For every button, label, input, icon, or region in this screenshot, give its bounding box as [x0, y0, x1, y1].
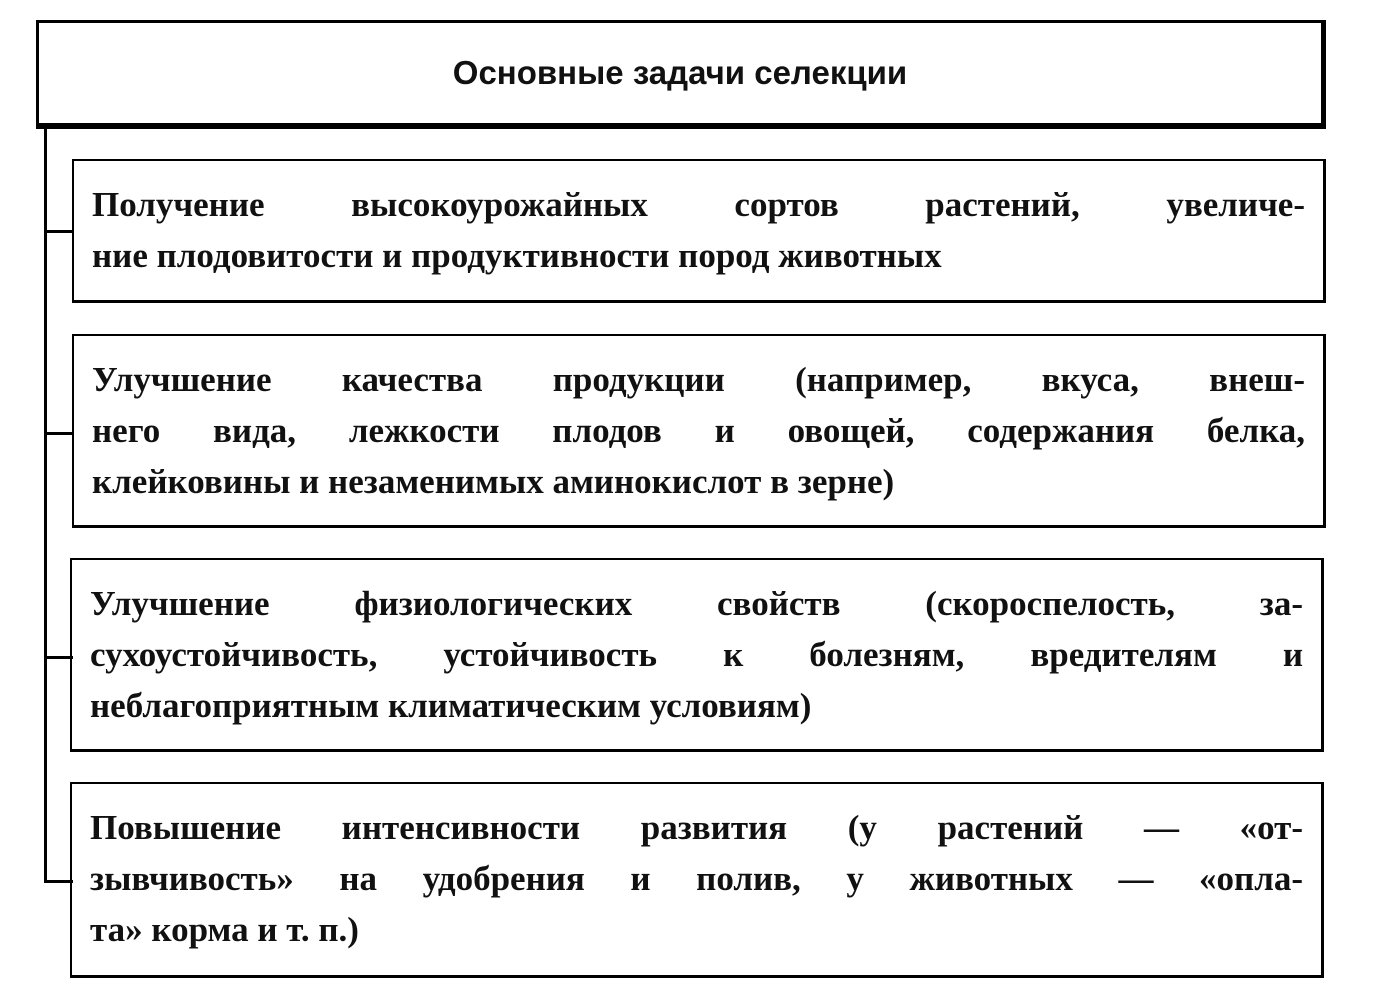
- task-2-line-3: клейковины и незаменимых аминокислот в зерне): [92, 462, 895, 501]
- task-2-line-2: него вида, лежкости плодов и овощей, содержания белка,: [92, 411, 1305, 450]
- task-2-line-1: Улучшение качества продукции (например, вкуса, внеш-: [92, 360, 1305, 399]
- task-box-2: [72, 334, 1326, 528]
- task-3-line-1: Улучшение физиологических свойств (скороспелость, за-: [90, 584, 1303, 623]
- task-3-line-3: неблагоприятным климатическим условиям): [90, 686, 812, 725]
- task-text-1: [92, 179, 1305, 281]
- task-4-line-1: Повышение интенсивности развития (у растений — «от-: [90, 808, 1303, 847]
- task-box-1: [72, 159, 1326, 303]
- task-box-4: [70, 782, 1324, 978]
- task-text-4: [90, 802, 1303, 955]
- task-1-line-2: ние плодовитости и продуктивности пород животных: [92, 236, 942, 275]
- task-text-3: [90, 578, 1303, 731]
- task-4-line-3: та» корма и т. п.): [90, 910, 359, 949]
- connector-branch-4: [44, 880, 73, 883]
- task-4-line-2: зывчивость» на удобрения и полив, у животных — «опла-: [90, 859, 1303, 898]
- task-3-line-2: сухоустойчивость, устойчивость к болезням, вредителям и: [90, 635, 1303, 674]
- task-1-line-1: Получение высокоурожайных сортов растений, увеличе-: [92, 185, 1305, 224]
- connector-branch-3: [44, 656, 73, 659]
- diagram-title: Основные задачи селекции: [452, 54, 908, 91]
- connector-branch-1: [44, 230, 73, 233]
- diagram-title-box: [36, 20, 1326, 129]
- task-text-2: [92, 354, 1305, 507]
- connector-branch-2: [44, 432, 73, 435]
- connector-trunk: [44, 126, 47, 882]
- task-box-3: [70, 558, 1324, 752]
